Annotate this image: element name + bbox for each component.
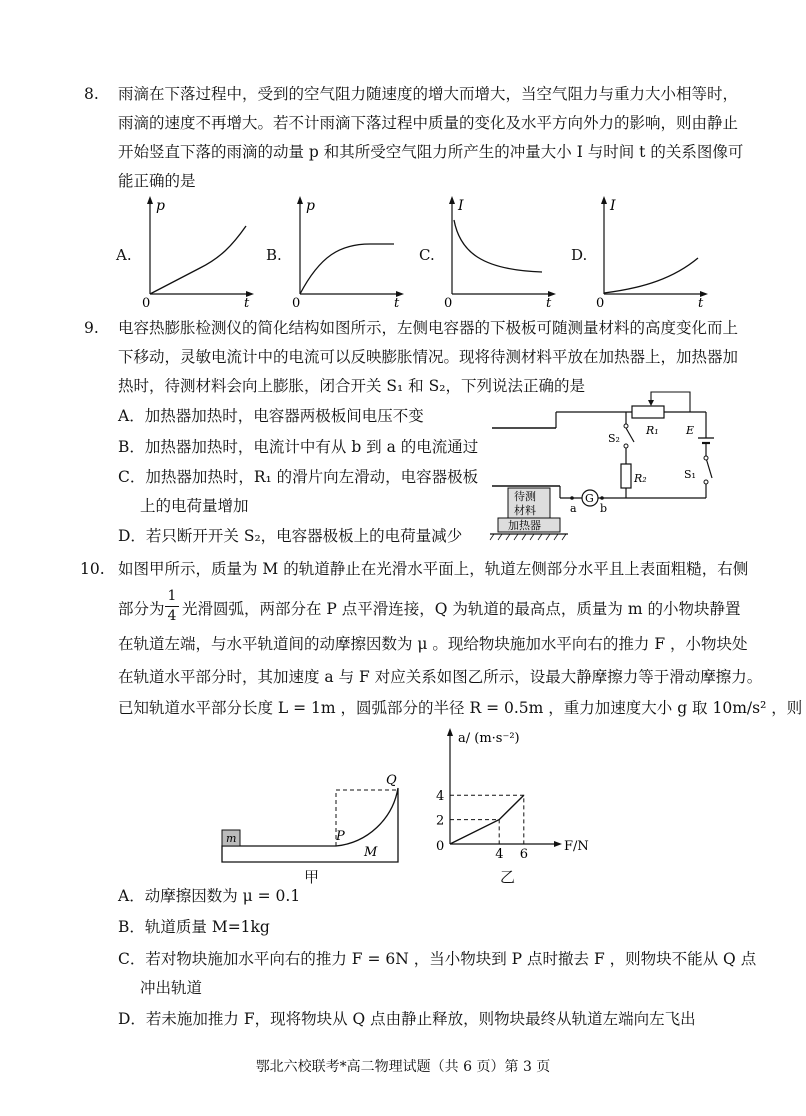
q8-d-origin: 0: [596, 296, 605, 311]
s1-label: S₁: [684, 468, 696, 481]
q8-b-origin: 0: [292, 296, 301, 311]
q9-text-line-2: 下移动，灵敏电流计中的电流可以反映膨胀情况。现将待测材料平放在加热器上，加热器加: [118, 348, 739, 366]
r2-label: R₂: [634, 472, 647, 485]
q8-option-d-label: D.: [571, 246, 588, 264]
r2-resistor: [621, 464, 631, 488]
y-tick-label-2: 2: [436, 813, 445, 829]
q10-option-c-cont: 冲出轨道: [140, 979, 203, 997]
q10-option-c: C．若对物块施加水平向右的推力 F = 6N ，当小物块到 P 点时撤去 F ，则物块不能从 Q 点: [118, 950, 757, 968]
q9-option-d: D．若只断开开关 S₂，电容器极板上的电荷量减少: [118, 527, 463, 545]
q8-text-line-2: 雨滴的速度不再增大。若不计雨滴下落过程中质量的变化及水平方向外力的影响，则由静止: [118, 114, 739, 132]
s2-label: S₂: [608, 432, 620, 445]
q9-text-line-3: 热时，待测材料会向上膨胀，闭合开关 S₁ 和 S₂，下列说法正确的是: [118, 377, 585, 395]
q10-option-a: A．动摩擦因数为 μ = 0.1: [118, 887, 301, 905]
q8-a-y-label: p: [156, 198, 165, 214]
q8-text-line-3: 开始竖直下落的雨滴的动量 p 和其所受空气阻力所产生的冲量大小 I 与时间 t 的关系图像可: [118, 143, 744, 161]
q10-text-line-3: 在轨道左端，与水平轨道间的动摩擦因数为 μ 。现给物块施加水平向右的推力 F ，小物块处: [118, 635, 748, 653]
q10-line-2-prefix: 部分为: [118, 600, 165, 618]
heater-label: 加热器: [508, 519, 541, 532]
figure-jia-caption: 甲: [304, 868, 320, 886]
q8-d-x-label: t: [698, 296, 704, 311]
q8-b-y-label: p: [306, 198, 315, 214]
q8-graph-c: [442, 196, 560, 311]
q8-c-y-label: I: [458, 198, 464, 214]
figure-yi-caption: 乙: [500, 868, 516, 886]
q8-a-origin: 0: [142, 296, 151, 311]
x-tick-label-6: 6: [519, 847, 529, 862]
q9-option-b: B．加热器加热时，电流计中有从 b 到 a 的电流通过: [118, 438, 479, 456]
q8-graph-d: [594, 196, 712, 311]
q9-option-c: C．加热器加热时，R₁ 的滑片向左滑动，电容器极板: [118, 468, 479, 486]
battery-e-label: E: [686, 424, 695, 437]
point-q-label: Q: [386, 773, 397, 788]
q10-option-b: B．轨道质量 M=1kg: [118, 918, 270, 936]
r1-resistor: [632, 406, 664, 418]
q9-option-c-cont: 上的电荷量增加: [140, 497, 249, 515]
q10-text-line-4: 在轨道水平部分时，其加速度 a 与 F 对应关系如图乙所示，设最大静摩擦力等于滑动摩擦力。: [118, 668, 763, 686]
q8-c-x-label: t: [546, 296, 552, 311]
q9-circuit-diagram: [486, 384, 722, 542]
q10-text-line-5: 已知轨道水平部分长度 L = 1m ，圆弧部分的半径 R = 0.5m ，重力加速度大小 g 取 10m/s² ，则: [118, 699, 803, 717]
x-axis-label: F/N: [564, 839, 589, 854]
r1-label: R₁: [646, 424, 659, 437]
q9-text-line-1: 电容热膨胀检测仪的简化结构如图所示，左侧电容器的下极板可随测量材料的高度变化而上: [118, 319, 739, 337]
q9-option-a: A．加热器加热时，电容器两极板间电压不变: [118, 407, 424, 425]
y-axis-label: a/ (m·s⁻²): [458, 731, 520, 746]
page-footer: 鄂北六校联考*高二物理试题（共 6 页）第 3 页: [255, 1059, 551, 1075]
q8-option-a-label: A.: [116, 246, 132, 264]
q8-b-x-label: t: [394, 296, 400, 311]
fraction-bar: [165, 606, 179, 607]
x-tick-label-4: 4: [495, 847, 504, 862]
track-m-label: M: [364, 845, 378, 860]
q10-option-d: D．若未施加推力 F，现将物块从 Q 点由静止释放，则物块最终从轨道左端向左飞出: [118, 1010, 696, 1028]
q8-graph-b: [290, 196, 408, 311]
fraction-numerator: 1: [167, 588, 177, 604]
question-8-number: 8.: [84, 85, 99, 103]
y-tick-label-4: 4: [436, 789, 445, 805]
q8-d-y-label: I: [610, 198, 616, 214]
q8-a-x-label: t: [244, 296, 250, 311]
question-10-number: 10.: [80, 560, 105, 578]
q10-text-line-2: 光滑圆弧，两部分在 P 点平滑连接，Q 为轨道的最高点，质量为 m 的小物块静置: [182, 600, 741, 618]
question-9-number: 9.: [84, 319, 99, 337]
q8-graph-a: [140, 196, 258, 311]
point-b-label: b: [600, 502, 608, 515]
fraction-denominator: 4: [167, 608, 177, 624]
material-label-1: 待测: [514, 490, 536, 503]
galvanometer-label: G: [585, 492, 594, 505]
point-p-label: P: [336, 829, 345, 844]
q10-text-line-1: 如图甲所示，质量为 M 的轨道静止在光滑水平面上，轨道左侧部分水平且上表面粗糙，右侧: [118, 560, 749, 578]
q8-text-line-4: 能正确的是: [118, 172, 196, 190]
q8-option-c-label: C.: [419, 246, 435, 264]
q8-text-line-1: 雨滴在下落过程中，受到的空气阻力随速度的增大而增大，当空气阻力与重力大小相等时，: [118, 85, 739, 103]
block-m-label: m: [226, 832, 237, 845]
point-a-label: a: [570, 502, 577, 515]
q8-c-origin: 0: [444, 296, 453, 311]
figure-yi-chart: [428, 726, 598, 862]
origin-label: 0: [436, 839, 445, 854]
q8-option-b-label: B.: [266, 246, 282, 264]
material-label-2: 材料: [514, 504, 536, 517]
